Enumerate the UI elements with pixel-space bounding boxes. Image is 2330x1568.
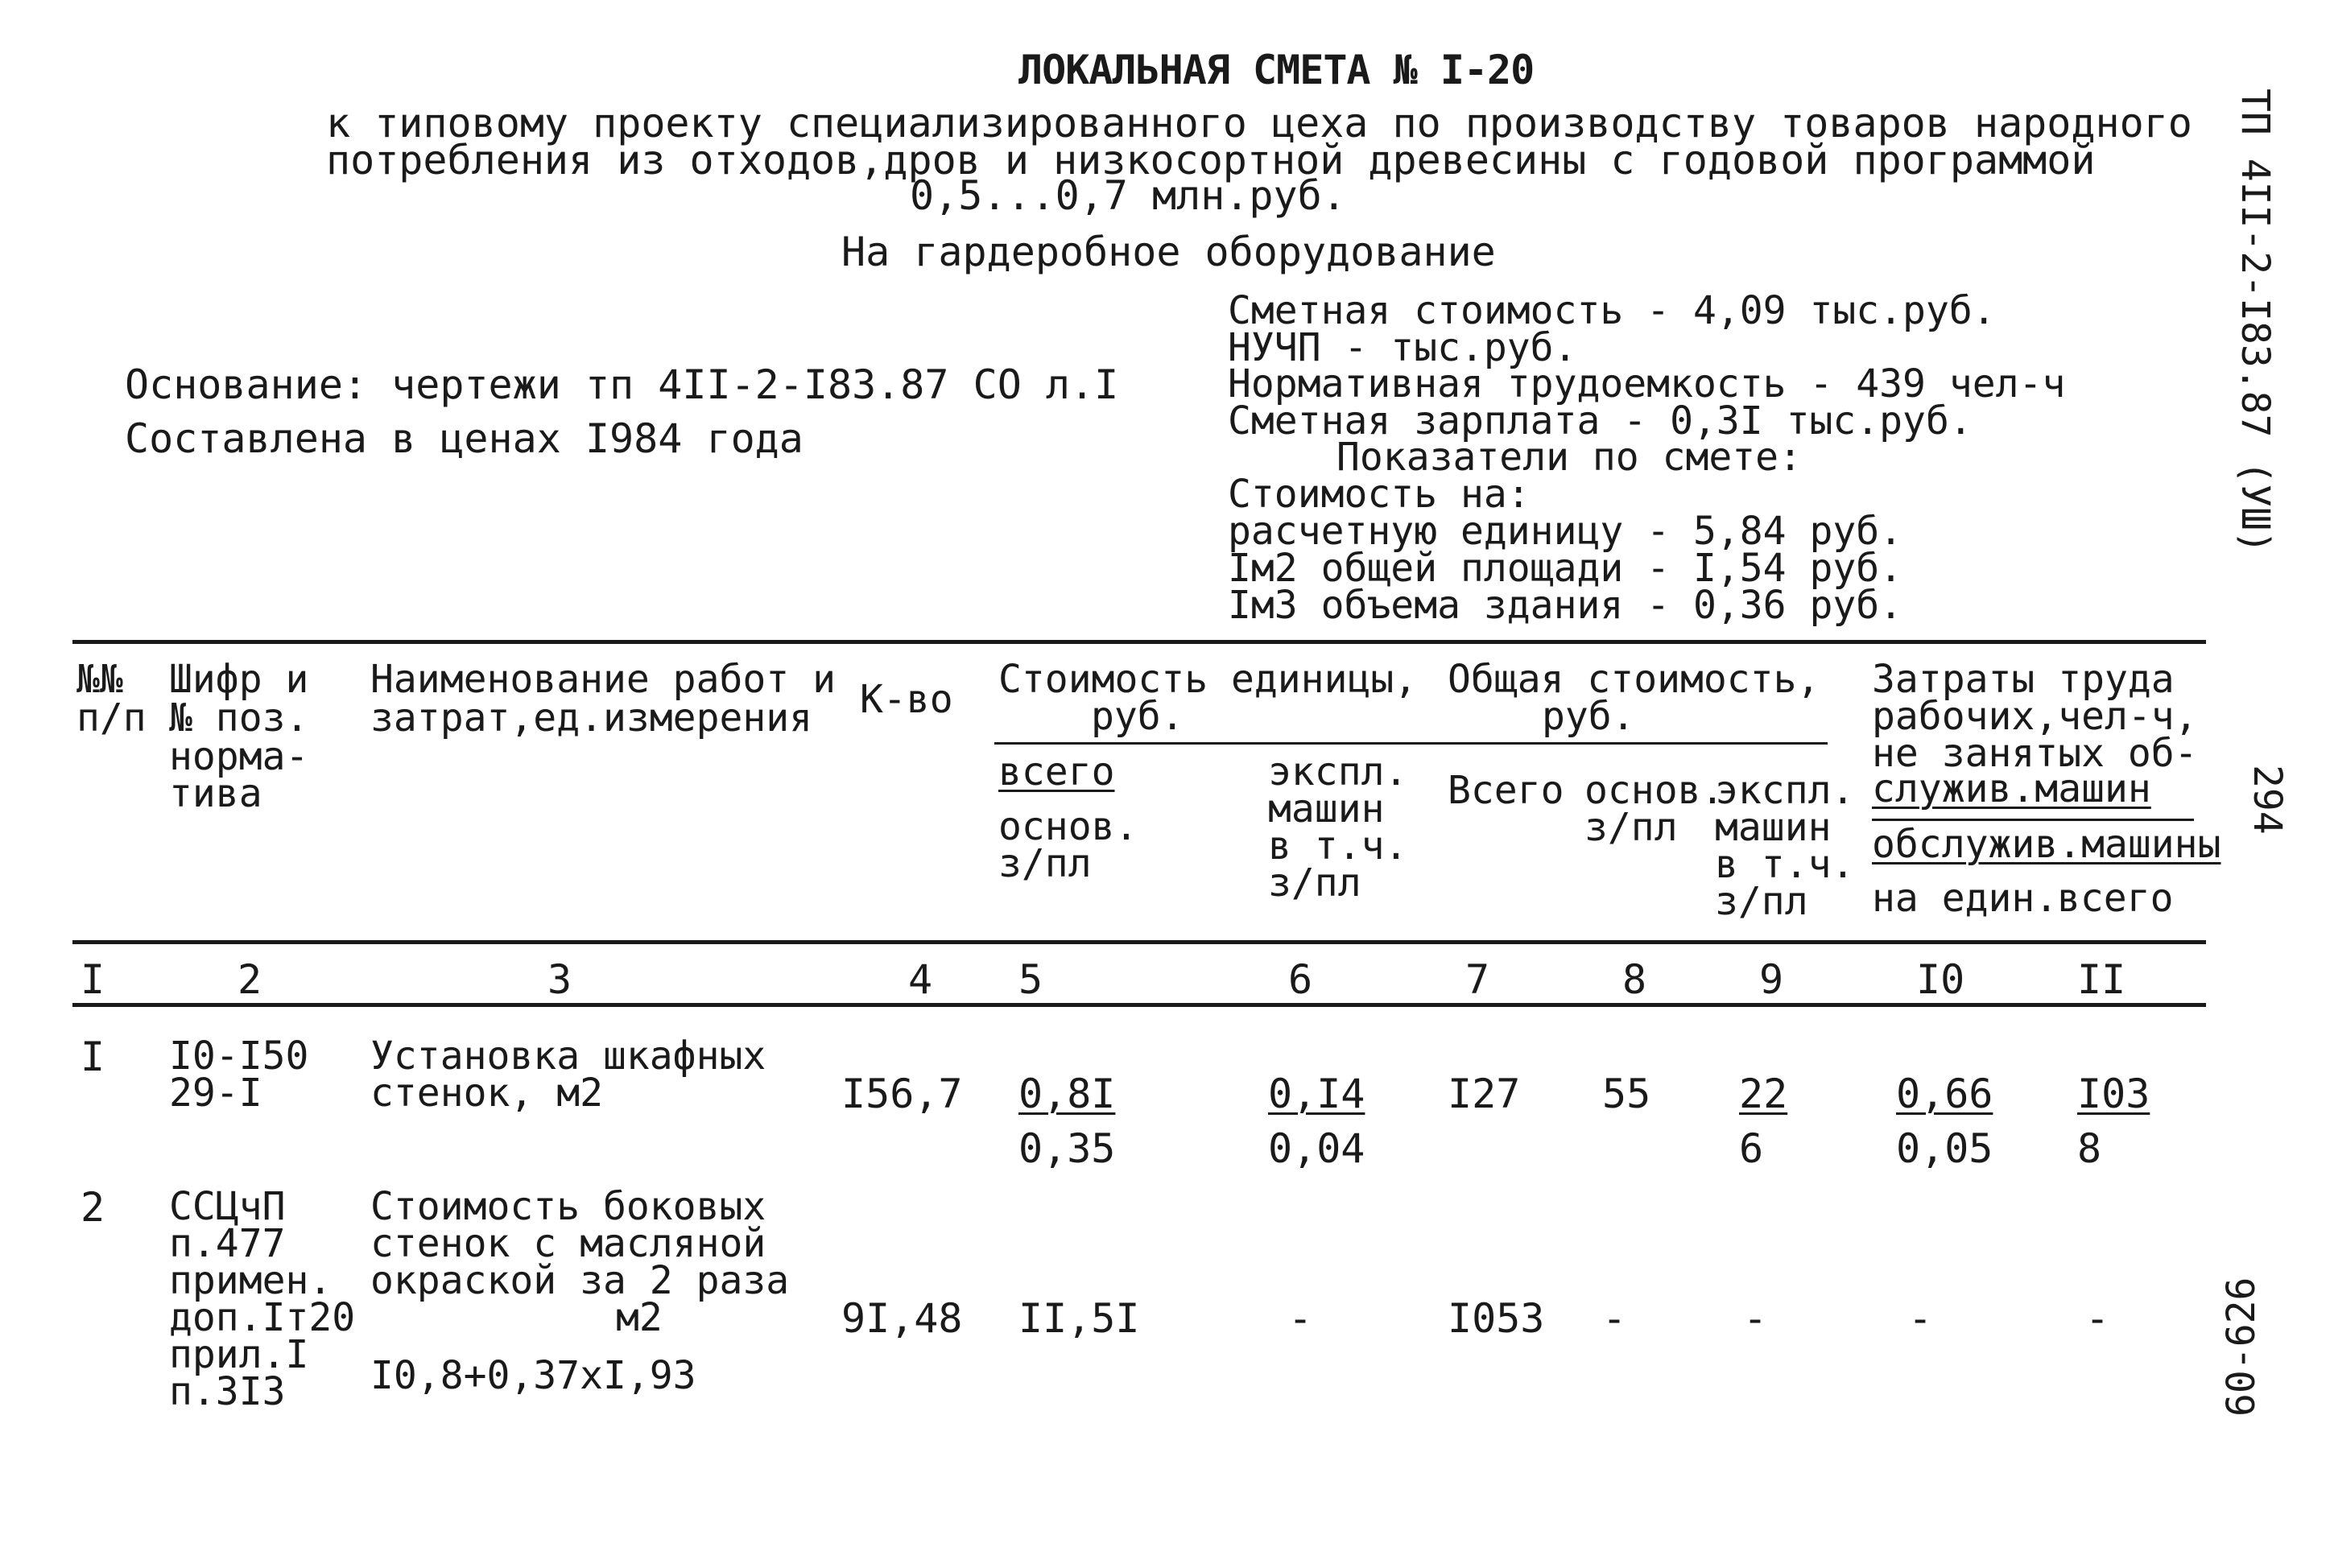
colnum-3: 3 [547,956,572,1003]
row2-n: 2 [81,1184,105,1231]
summary-labor: Нормативная трудоемкость - 439 чел-ч [1228,361,2066,406]
side-stamp: 60-626 [2219,1277,2264,1417]
row1-c8: 55 [1602,1071,1651,1117]
head-c10: на един. [1872,876,2059,921]
row2-qty: 9I,48 [841,1295,963,1342]
summary-per-unit: расчетную единицу - 5,84 руб. [1228,509,1903,554]
basis-line-1: Основание: чертежи тп 4II-2-I83.87 СО л.I [125,361,1119,408]
header-cost-subrule [994,742,1828,745]
basis-line-2: Составлена в ценах I984 года [125,415,804,462]
head-unit-cost-line2: руб. [1091,694,1184,739]
row2-name-formula: I0,8+0,37xI,93 [370,1353,696,1398]
colnum-8: 8 [1622,956,1647,1003]
row1-code-line2: 29-I [169,1071,262,1116]
head-total-cost-line2: руб. [1542,694,1635,739]
row2-code-line2: п.477 [169,1221,286,1266]
row1-c10-top: 0,66 [1896,1071,1993,1117]
head-c8-line2: з/пл [1584,805,1678,850]
head-c8-line1: основ. [1584,768,1725,813]
colnum-4: 4 [908,956,933,1003]
row2-c5: II,5I [1018,1295,1140,1342]
row2-name-unit: м2 [616,1295,663,1340]
table-top-rule [72,640,2206,644]
colnum-2: 2 [238,956,262,1003]
head-c6-line3: в т.ч. [1268,823,1408,869]
head-c2-line4: тива [169,771,262,816]
summary-per-m3: Iм3 объема здания - 0,36 руб. [1228,583,1903,628]
head-c3-line2: затрат,ед.измерения [370,695,813,741]
head-labor-line3: не занятых об- [1872,731,2198,776]
row2-c9: - [1743,1295,1768,1342]
row1-qty: I56,7 [841,1071,963,1117]
colnum-1: I [81,956,105,1003]
row1-c11-top: I03 [2077,1071,2150,1117]
head-c7: Всего [1448,768,1564,813]
head-labor-line2: рабочих,чел-ч, [1872,694,2198,739]
head-c6-line2: машин [1268,786,1385,831]
row2-c11: - [2085,1295,2110,1342]
summary-cost: Сметная стоимость - 4,09 тыс.руб. [1228,288,1996,333]
head-labor-line1: Затраты труда [1872,657,2175,702]
row2-c7: I053 [1448,1295,1545,1342]
row2-code-line5: прил.I [169,1332,309,1377]
row1-name-line1: Установка шкафных [370,1034,766,1079]
subtitle-line-1: к типовому проекту специализированного цеха по производству товаров народного [326,100,2192,146]
subtitle-line-2: потребления из отходов,дров и низкосортной древесины с годовой программой [326,137,2096,184]
row2-code-line6: п.3I3 [169,1369,286,1414]
colnum-6: 6 [1288,956,1313,1003]
head-c9-line3: в т.ч. [1715,842,1855,887]
header-labor-subrule [1872,819,2194,821]
colnum-bottom-rule [72,1003,2206,1007]
row1-n: I [81,1034,105,1080]
head-c5-bot-line1: основ. [998,804,1138,849]
row1-name-line2: стенок, м2 [370,1071,603,1116]
summary-per-m2: Iм2 общей площади - I,54 руб. [1228,546,1903,591]
doc-title: ЛОКАЛЬНАЯ СМЕТА № I-20 [1018,47,1535,93]
colnum-7: 7 [1465,956,1490,1003]
row1-c5-top: 0,8I [1018,1071,1116,1117]
row1-c5-bot: 0,35 [1018,1125,1116,1172]
head-c9-line4: з/пл [1715,879,1808,924]
summary-indicators: Показатели по смете: [1336,435,1802,480]
header-bottom-rule [72,940,2206,944]
row2-c6: - [1288,1295,1313,1342]
head-c2-line2: № поз. [169,695,309,741]
row1-c9-top: 22 [1739,1071,1788,1117]
subtitle-line-3: 0,5...0,7 млн.руб. [910,172,1346,219]
row1-c10-bot: 0,05 [1896,1125,1993,1172]
row1-c11-bot: 8 [2077,1125,2102,1172]
head-c2-line3: норма- [169,734,309,779]
colnum-10: I0 [1916,956,1965,1003]
row2-c8: - [1602,1295,1627,1342]
row2-name-line2: стенок с масляной [370,1221,766,1266]
head-c2-line1: Шифр и [169,657,309,702]
colnum-9: 9 [1759,956,1784,1003]
head-c9-line1: экспл. [1715,768,1855,813]
row2-code-line1: ССЦчП [169,1184,286,1229]
summary-salary: Сметная зарплата - 0,3I тыс.руб. [1228,398,1973,444]
row1-c9-bot: 6 [1739,1125,1764,1172]
row2-code-line4: доп.Iт20 [169,1295,356,1340]
head-unit-cost-line1: Стоимость единицы, [998,657,1418,702]
head-c1-line2: п/п [76,695,147,741]
summary-nuchp: НУЧП - тыс.руб. [1228,325,1577,370]
row1-c6-top: 0,I4 [1268,1071,1365,1117]
head-c1-line1: №№ [76,657,123,702]
side-code: ТП 4II-2-I83.87 (УШ) [2233,89,2278,554]
row2-name-line3: окраской за 2 раза [370,1258,790,1303]
colnum-11: II [2077,956,2126,1003]
summary-cost-on: Стоимость на: [1228,472,1531,517]
head-c4: К-во [860,677,953,722]
head-total-cost-line1: Общая стоимость, [1448,657,1820,702]
row2-name-line1: Стоимость боковых [370,1184,766,1229]
head-c6-line4: з/пл [1268,860,1361,906]
row1-code-line1: I0-I50 [169,1034,309,1079]
head-c5-top: всего [998,749,1115,794]
colnum-5: 5 [1018,956,1043,1003]
object-name: На гардеробное оборудование [841,229,1496,275]
row2-c10: - [1908,1295,1933,1342]
head-c10-11: обслужив.машины [1872,822,2221,867]
head-c6-line1: экспл. [1268,749,1408,794]
head-labor-line4: служив.машин [1872,766,2151,811]
head-c5-bot-line2: з/пл [998,841,1092,886]
row1-c7: I27 [1448,1071,1521,1117]
head-c11: всего [2057,876,2174,921]
head-c3-line1: Наименование работ и [370,657,836,702]
row1-c6-bot: 0,04 [1268,1125,1365,1172]
row2-code-line3: примен. [169,1258,333,1303]
side-page: 294 [2245,765,2290,835]
head-c9-line2: машин [1715,805,1832,850]
